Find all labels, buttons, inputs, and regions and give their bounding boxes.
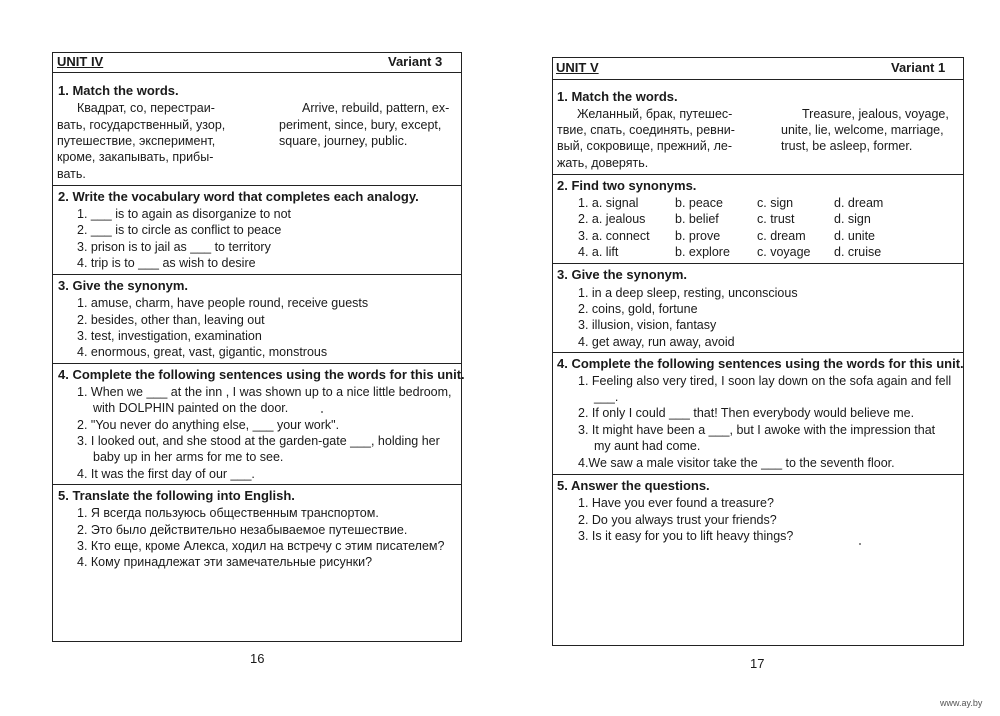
right-s3-item: 2. coins, gold, fortune (578, 302, 698, 316)
left-s1-ru-line: вать. (57, 167, 86, 181)
right-s4-line: 1. Feeling also very tired, I soon lay down on the sofa again and fell (578, 374, 952, 388)
right-s1-en-line: trust, be asleep, former. (781, 139, 913, 153)
left-s1-en-line: square, journey, public. (279, 134, 408, 148)
right-s2-option: 4. a. lift (578, 245, 619, 259)
left-s1-ru-line: Квадрат, со, перестраи- (77, 101, 215, 115)
left-s5-item: 2. Это было действительно незабываемое путешествие. (77, 523, 408, 537)
right-s1-title: 1. Match the words. (557, 89, 678, 104)
right-s2-option: b. explore (675, 245, 730, 259)
right-variant: Variant 1 (891, 60, 946, 75)
right-s2-option: c. voyage (757, 245, 811, 259)
right-s2-option: c. sign (757, 196, 794, 210)
right-s1-ru-line: Желанный, брак, путешес- (577, 107, 733, 121)
left-rule (52, 185, 462, 186)
left-s2-item: 2. ___ is to circle as conflict to peace (77, 223, 282, 237)
left-s3-item: 3. test, investigation, examination (77, 329, 262, 343)
left-s3-item: 2. besides, other than, leaving out (77, 313, 265, 327)
speck (321, 411, 323, 413)
right-rule (552, 474, 964, 475)
right-s4-line: 3. It might have been a ___, but I awoke with the impression that (578, 423, 936, 437)
right-s1-ru-line: твие, спать, соединять, ревни- (557, 123, 735, 137)
right-s1-ru-line: жать, доверять. (557, 156, 649, 170)
left-s4-line: 2. "You never do anything else, ___ your work". (77, 418, 340, 432)
left-s2-title: 2. Write the vocabulary word that completes each analogy. (58, 189, 419, 204)
right-header-rule (552, 79, 964, 80)
left-s2-item: 1. ___ is to again as disorganize to not (77, 207, 292, 221)
left-s4-line: with DOLPHIN painted on the door. (93, 401, 289, 415)
left-s5-item: 1. Я всегда пользуюсь общественным транспортом. (77, 506, 379, 520)
right-s1-en-line: unite, lie, welcome, marriage, (781, 123, 944, 137)
right-s2-option: 1. a. signal (578, 196, 639, 210)
left-s1-ru-line: путешествие, эксперимент, (57, 134, 216, 148)
left-s3-item: 4. enormous, great, vast, gigantic, monstrous (77, 345, 328, 359)
right-rule (552, 352, 964, 353)
right-s3-item: 3. illusion, vision, fantasy (578, 318, 717, 332)
left-s4-line: 4. It was the first day of our ___. (77, 467, 255, 481)
left-s5-item: 3. Кто еще, кроме Алекса, ходил на встречу с этим писателем? (77, 539, 445, 553)
right-page-number: 17 (750, 656, 765, 671)
left-s1-en-line: periment, since, bury, except, (279, 118, 442, 132)
left-variant: Variant 3 (388, 54, 443, 69)
right-s3-title: 3. Give the synonym. (557, 267, 688, 282)
right-s2-option: d. cruise (834, 245, 882, 259)
right-s5-title: 5. Answer the questions. (557, 478, 710, 493)
right-s3-item: 1. in a deep sleep, resting, unconscious (578, 286, 798, 300)
left-s3-item: 1. amuse, charm, have people round, receive guests (77, 296, 369, 310)
right-s4-title: 4. Complete the following sentences using the words for this unit. (557, 356, 964, 371)
right-s5-item: 3. Is it easy for you to lift heavy things? (578, 529, 794, 543)
right-s5-item: 1. Have you ever found a treasure? (578, 496, 774, 510)
right-s3-item: 4. get away, run away, avoid (578, 335, 735, 349)
right-s2-option: 2. a. jealous (578, 212, 646, 226)
left-s1-en-line: Arrive, rebuild, pattern, ex- (302, 101, 450, 115)
right-s5-item: 2. Do you always trust your friends? (578, 513, 777, 527)
left-s5-title: 5. Translate the following into English. (58, 488, 295, 503)
right-s2-title: 2. Find two synonyms. (557, 178, 697, 193)
right-s2-option: c. dream (757, 229, 806, 243)
left-s3-title: 3. Give the synonym. (58, 278, 189, 293)
left-page-number: 16 (250, 651, 265, 666)
right-rule (552, 263, 964, 264)
speck (859, 543, 861, 545)
left-s4-line: baby up in her arms for me to see. (93, 450, 284, 464)
left-rule (52, 484, 462, 485)
right-rule (552, 174, 964, 175)
left-unit-title: UNIT IV (57, 54, 104, 69)
right-s2-option: d. sign (834, 212, 871, 226)
left-rule (52, 274, 462, 275)
right-s2-option: b. peace (675, 196, 723, 210)
right-s1-en-line: Treasure, jealous, voyage, (802, 107, 949, 121)
right-s2-option: d. dream (834, 196, 884, 210)
left-s4-title: 4. Complete the following sentences using the words for this unit. (58, 367, 465, 382)
right-s2-option: b. prove (675, 229, 721, 243)
right-s2-option: d. unite (834, 229, 876, 243)
right-s1-ru-line: вый, сокровище, прежний, ле- (557, 139, 733, 153)
right-unit-title: UNIT V (556, 60, 599, 75)
watermark: www.ay.by (940, 698, 983, 708)
left-s2-item: 4. trip is to ___ as wish to desire (77, 256, 256, 270)
right-s2-option: c. trust (757, 212, 795, 226)
left-s4-line: 1. When we ___ at the inn , I was shown up to a nice little bedroom, (77, 385, 452, 399)
left-s4-line: 3. I looked out, and she stood at the garden-gate ___, holding her (77, 434, 440, 448)
left-s2-item: 3. prison is to jail as ___ to territory (77, 240, 271, 254)
left-s1-ru-line: вать, государственный, узор, (57, 118, 226, 132)
right-s4-line: my aunt had come. (594, 439, 701, 453)
right-s4-line: 2. If only I could ___ that! Then everybody would believe me. (578, 406, 915, 420)
left-header-rule (52, 72, 462, 73)
left-s1-title: 1. Match the words. (58, 83, 179, 98)
left-rule (52, 363, 462, 364)
left-s1-ru-line: кроме, закапывать, прибы- (57, 150, 214, 164)
left-s5-item: 4. Кому принадлежат эти замечательные рисунки? (77, 555, 373, 569)
right-s2-option: b. belief (675, 212, 719, 226)
right-s4-line: 4.We saw a male visitor take the ___ to the seventh floor. (578, 456, 895, 470)
right-s4-line: ___. (594, 390, 619, 404)
right-s2-option: 3. a. connect (578, 229, 650, 243)
